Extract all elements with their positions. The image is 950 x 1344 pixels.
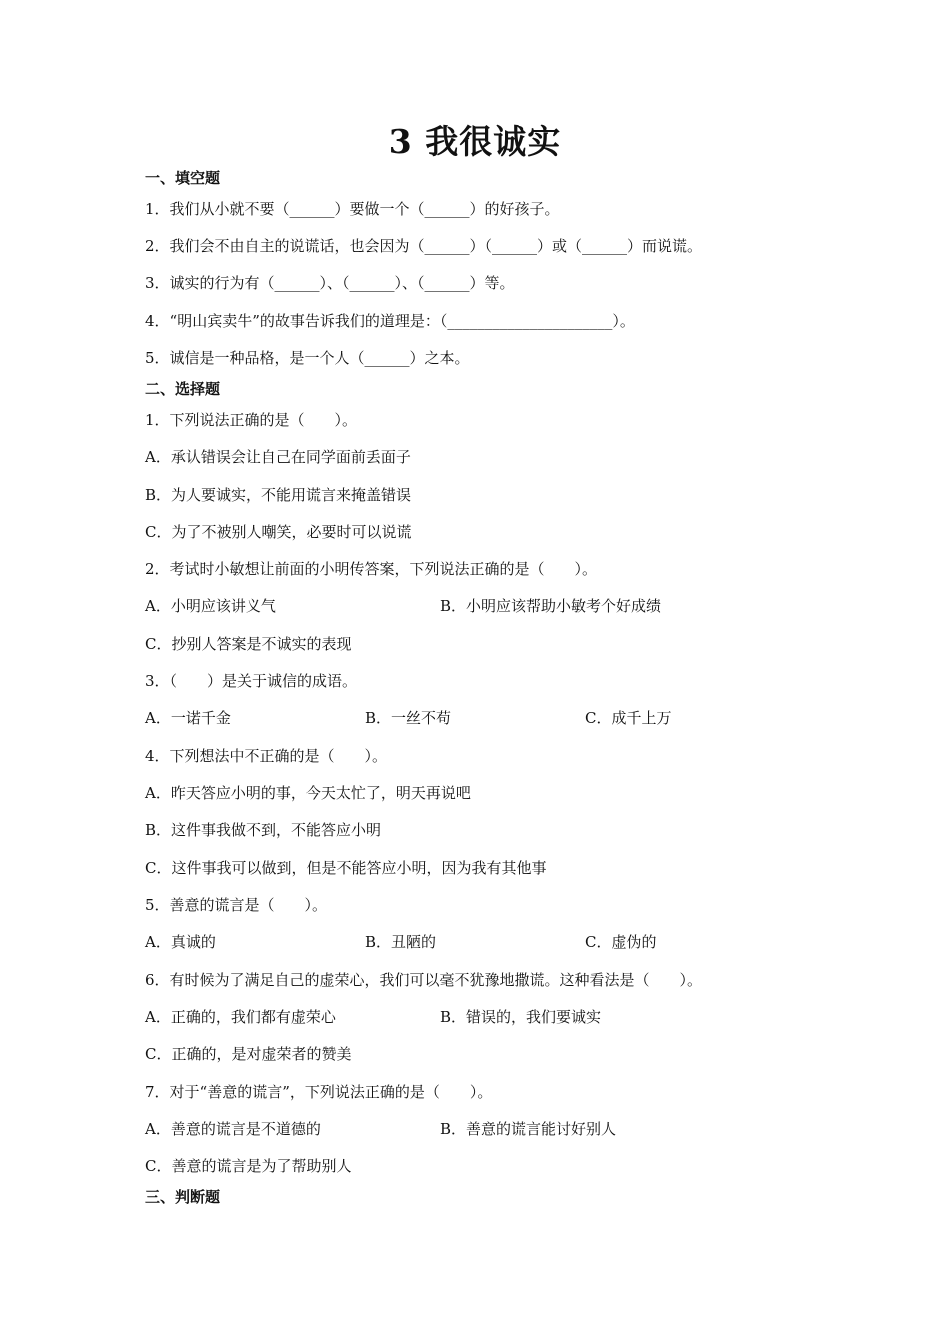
choice-option: A．正确的，我们都有虚荣心 bbox=[145, 1008, 336, 1026]
section-heading-true-false: 三、判断题 bbox=[145, 1188, 221, 1206]
fill-question-5: 5．诚信是一种品格，是一个人（______）之本。 bbox=[145, 349, 470, 367]
choice-question-4: 4．下列想法中不正确的是（ ）。 bbox=[145, 747, 388, 765]
choice-option: B．小明应该帮助小敏考个好成绩 bbox=[440, 597, 662, 615]
choice-option: B．一丝不苟 bbox=[365, 709, 452, 727]
choice-question-7: 7．对于“善意的谎言”，下列说法正确的是（ ）。 bbox=[145, 1083, 493, 1101]
choice-option: A．昨天答应小明的事，今天太忙了，明天再说吧 bbox=[145, 784, 471, 802]
fill-question-2: 2．我们会不由自主的说谎话，也会因为（______）（______）或（______）而说谎。 bbox=[145, 237, 703, 255]
choice-option: A．一诺千金 bbox=[145, 709, 231, 727]
choice-option: B．善意的谎言能讨好别人 bbox=[440, 1120, 617, 1138]
choice-option: C．成千上万 bbox=[585, 709, 672, 727]
choice-option: A．真诚的 bbox=[145, 933, 216, 951]
section-heading-choice: 二、选择题 bbox=[145, 380, 221, 398]
choice-option: A．小明应该讲义气 bbox=[145, 597, 276, 615]
choice-option: C．抄别人答案是不诚实的表现 bbox=[145, 635, 352, 653]
choice-option: C．善意的谎言是为了帮助别人 bbox=[145, 1157, 352, 1175]
choice-option: C．虚伪的 bbox=[585, 933, 657, 951]
choice-question-2: 2．考试时小敏想让前面的小明传答案，下列说法正确的是（ ）。 bbox=[145, 560, 598, 578]
choice-option: B．错误的，我们要诚实 bbox=[440, 1008, 602, 1026]
choice-question-5: 5．善意的谎言是（ ）。 bbox=[145, 896, 328, 914]
choice-option: B．为人要诚实，不能用谎言来掩盖错误 bbox=[145, 486, 412, 504]
choice-question-1: 1．下列说法正确的是（ ）。 bbox=[145, 411, 358, 429]
choice-question-6: 6．有时候为了满足自己的虚荣心，我们可以毫不犹豫地撒谎。这种看法是（ ）。 bbox=[145, 971, 703, 989]
fill-question-1: 1．我们从小就不要（______）要做一个（______）的好孩子。 bbox=[145, 200, 560, 218]
fill-question-3: 3．诚实的行为有（______）、（______）、（______）等。 bbox=[145, 274, 515, 292]
section-heading-fill-blank: 一、填空题 bbox=[145, 169, 221, 187]
choice-option: C．正确的，是对虚荣者的赞美 bbox=[145, 1045, 352, 1063]
choice-option: C．为了不被别人嘲笑，必要时可以说谎 bbox=[145, 523, 412, 541]
page-title: 3 我很诚实 bbox=[388, 122, 562, 161]
choice-option: B．这件事我做不到，不能答应小明 bbox=[145, 821, 382, 839]
choice-question-3: 3．（ ）是关于诚信的成语。 bbox=[145, 672, 358, 690]
choice-option: C．这件事我可以做到，但是不能答应小明，因为我有其他事 bbox=[145, 859, 547, 877]
fill-question-4: 4．“明山宾卖牛”的故事告诉我们的道理是：（______________________）。 bbox=[145, 312, 635, 330]
choice-option: B．丑陋的 bbox=[365, 933, 437, 951]
choice-option: A．承认错误会让自己在同学面前丢面子 bbox=[145, 448, 411, 466]
choice-option: A．善意的谎言是不道德的 bbox=[145, 1120, 321, 1138]
